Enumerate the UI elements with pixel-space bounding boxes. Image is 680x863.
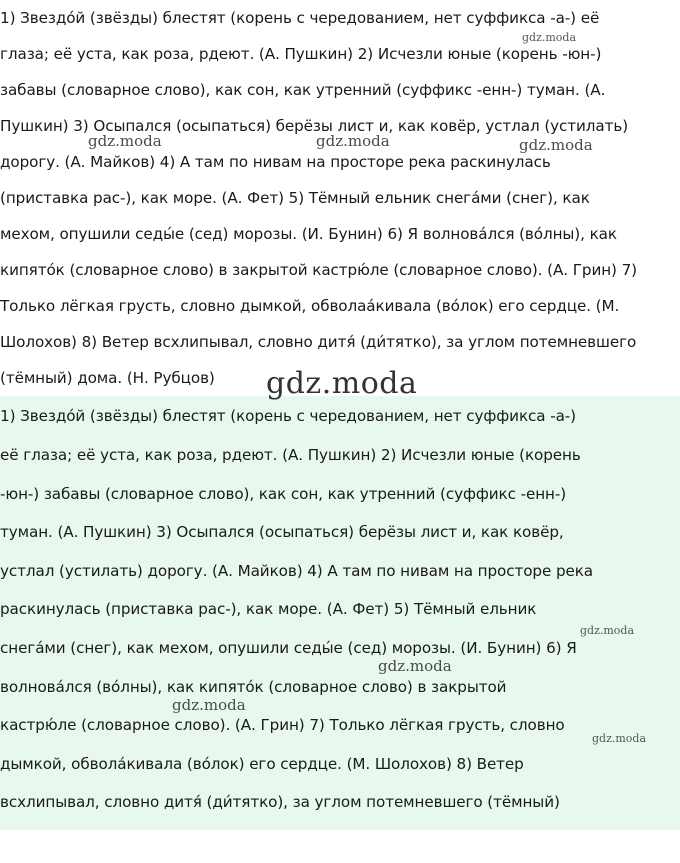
text-line: туман. (А. Пушкин) 3) Осыпался (осыпаться) берёзы лист и, как ковёр,	[0, 523, 564, 541]
answer-block-highlighted	[0, 396, 680, 830]
text-line: устлал (устилать) дорогу. (А. Майков) 4) А там по нивам на просторе река	[0, 562, 594, 580]
watermark: gdz.moda	[172, 696, 246, 714]
text-line: Шолохов) 8) Ветер всхлипывал, словно дитя́ (ди́тятко), за углом потемневшего	[0, 333, 637, 351]
text-line: Только лёгкая грусть, словно дымкой, обволаа́кивала (во́лок) его сердце. (М.	[0, 297, 620, 315]
text-line: забавы (словарное слово), как сон, как утренний (суффикс -енн-) туман. (А.	[0, 81, 606, 99]
text-line: снега́ми (снег), как мехом, опушили седы́е (сед) морозы. (И. Бунин) 6) Я	[0, 639, 577, 657]
text-line: глаза; её уста, как роза, рдеют. (А. Пушкин) 2) Исчезли юные (корень -юн-)	[0, 45, 602, 63]
text-line: 1) Звездо́й (звёзды) блестят (корень с чередованием, нет суффикса -а-) её	[0, 9, 600, 27]
text-line: дымкой, обвола́кивала (во́лок) его сердце. (М. Шолохов) 8) Ветер	[0, 755, 524, 773]
text-line: -юн-) забавы (словарное слово), как сон, как утренний (суффикс -енн-)	[0, 485, 567, 503]
text-line: раскинулась (приставка рас-), как море. (А. Фет) 5) Тёмный ельник	[0, 600, 537, 618]
text-line: всхлипывал, словно дитя́ (ди́тятко), за углом потемневшего (тёмный)	[0, 793, 560, 811]
watermark: gdz.moda	[316, 132, 390, 150]
watermark: gdz.moda	[378, 657, 452, 675]
text-line: (тёмный) дома. (Н. Рубцов)	[0, 369, 215, 387]
text-line: мехом, опушили седы́е (сед) морозы. (И. Бунин) 6) Я волнова́лся (во́лны), как	[0, 225, 617, 243]
text-line: дорогу. (А. Майков) 4) А там по нивам на просторе река раскинулась	[0, 153, 551, 171]
answer-block-plain	[0, 0, 680, 396]
watermark: gdz.moda	[519, 136, 593, 154]
watermark: gdz.moda	[580, 624, 635, 637]
text-line: Пушкин) 3) Осыпался (осыпаться) берёзы лист и, как ковёр, устлал (устилать)	[0, 117, 629, 135]
text-line: её глаза; её уста, как роза, рдеют. (А. Пушкин) 2) Исчезли юные (корень	[0, 446, 581, 464]
text-line: (приставка рас-), как море. (А. Фет) 5) Тёмный ельник снега́ми (снег), как	[0, 189, 590, 207]
watermark: gdz.moda	[522, 31, 577, 44]
text-line: кастрю́ле (словарное слово). (А. Грин) 7) Только лёгкая грусть, словно	[0, 716, 565, 734]
text-line: кипято́к (словарное слово) в закрытой кастрю́ле (словарное слово). (А. Грин) 7)	[0, 261, 637, 279]
watermark: gdz.moda	[592, 732, 647, 745]
watermark: gdz.moda	[266, 366, 418, 401]
watermark: gdz.moda	[88, 132, 162, 150]
text-line: 1) Звездо́й (звёзды) блестят (корень с чередованием, нет суффикса -а-)	[0, 407, 577, 425]
text-line: волнова́лся (во́лны), как кипято́к (словарное слово) в закрытой	[0, 678, 507, 696]
